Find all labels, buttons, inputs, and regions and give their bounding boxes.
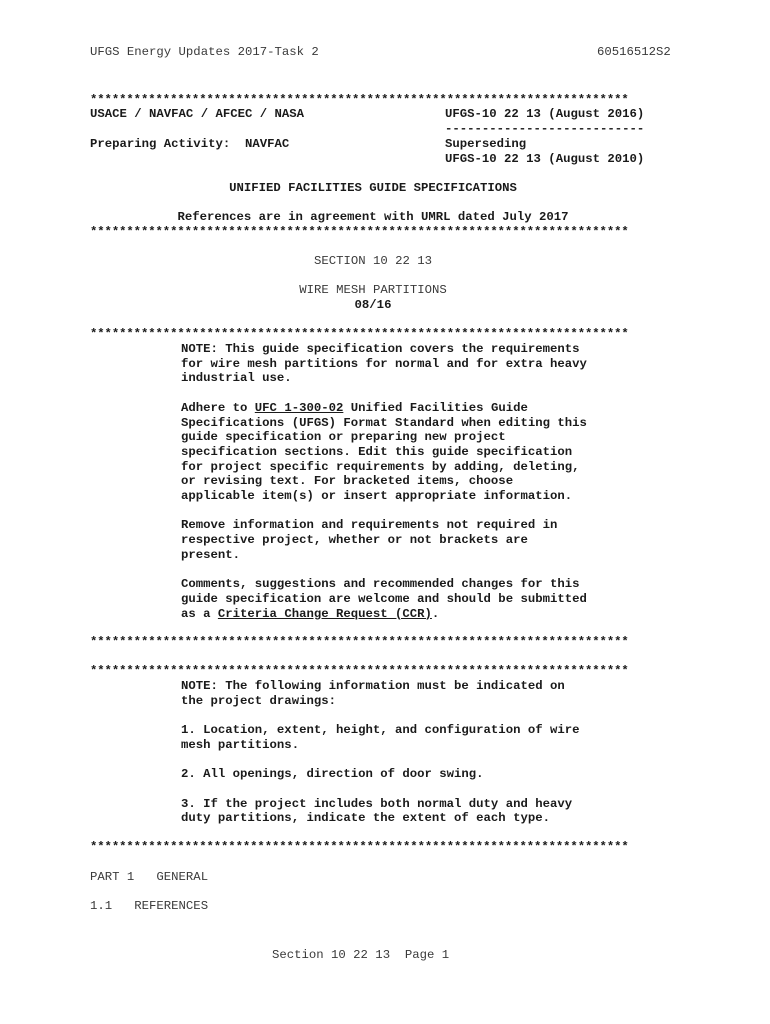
ufgs-current-version: UFGS-10 22 13 (August 2016) bbox=[445, 107, 645, 121]
ccr-link[interactable]: Criteria Change Request (CCR) bbox=[217, 606, 432, 621]
page-footer: Section 10 22 13 Page 1 bbox=[272, 948, 450, 962]
note-text: Comments, suggestions and recommended changes for this guide specification are welcome and should be submitted as a bbox=[181, 577, 587, 621]
section-number: SECTION 10 22 13 bbox=[313, 254, 433, 268]
note-paragraph: NOTE: The following information must be indicated on the project drawings: bbox=[181, 679, 565, 708]
note-paragraph: 3. If the project includes both normal duty and heavy duty partitions, indicate the extent of each type. bbox=[181, 796, 573, 826]
note-paragraph bbox=[181, 577, 591, 621]
asterisk-divider: ************************************************************************** bbox=[90, 93, 629, 107]
note-block-1 bbox=[181, 342, 591, 636]
note-paragraph: Remove information and requirements not required in respective project, whether or not brackets are present. bbox=[181, 518, 558, 562]
ufc-link[interactable]: UFC 1-300-02 bbox=[254, 400, 344, 415]
section-date: 08/16 bbox=[354, 298, 392, 312]
asterisk-divider: ************************************************************************** bbox=[90, 664, 629, 678]
ufgs-previous-version: UFGS-10 22 13 (August 2010) bbox=[445, 152, 645, 166]
section-name: WIRE MESH PARTITIONS bbox=[299, 283, 447, 297]
asterisk-divider: ************************************************************************** bbox=[90, 225, 629, 239]
references-statement: References are in agreement with UMRL dated July 2017 bbox=[177, 210, 569, 224]
agencies: USACE / NAVFAC / AFCEC / NASA bbox=[90, 107, 305, 121]
note-block-2 bbox=[181, 679, 591, 841]
note-paragraph: NOTE: This guide specification covers the requirements for wire mesh partitions for normal and for extra heavy industrial use. bbox=[181, 342, 587, 386]
note-text: . bbox=[431, 606, 440, 621]
preparing-activity: Preparing Activity: NAVFAC bbox=[90, 137, 290, 151]
asterisk-divider: ************************************************************************** bbox=[90, 635, 629, 649]
note-text: Adhere to bbox=[181, 400, 255, 415]
dash-divider: --------------------------- bbox=[445, 122, 645, 136]
running-header-left: UFGS Energy Updates 2017-Task 2 bbox=[90, 45, 319, 59]
note-text: Unified Facilities Guide Specifications (UFGS) Format Standard when editing this guide specification or preparing new project specification sections. Edit this guide specification for project specific requirements by adding, deleting, or revising text. For bracketed items, choose applicable item(s) or insert appropriate information. bbox=[181, 400, 587, 504]
running-header-right: 60516512S2 bbox=[597, 45, 671, 59]
asterisk-divider: ************************************************************************** bbox=[90, 840, 629, 854]
note-paragraph: 1. Location, extent, height, and configuration of wire mesh partitions. bbox=[181, 723, 580, 752]
note-paragraph bbox=[181, 401, 591, 504]
superseding-label: Superseding bbox=[445, 137, 527, 151]
note-paragraph: 2. All openings, direction of door swing. bbox=[181, 767, 484, 782]
asterisk-divider: ************************************************************************** bbox=[90, 327, 629, 341]
part-heading: PART 1 GENERAL bbox=[90, 870, 209, 884]
guide-title: UNIFIED FACILITIES GUIDE SPECIFICATIONS bbox=[229, 181, 517, 195]
subsection-heading: 1.1 REFERENCES bbox=[90, 899, 209, 913]
